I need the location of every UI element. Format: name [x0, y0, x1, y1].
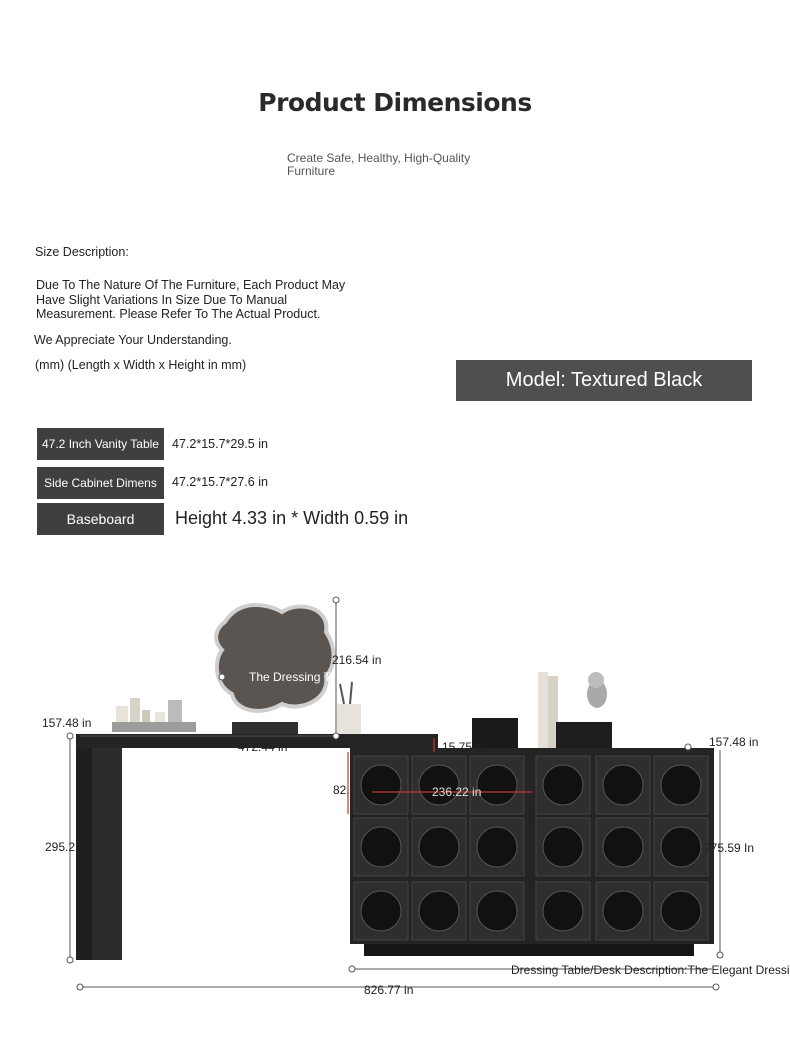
size-description-text: Due To The Nature Of The Furniture, Each Product May Have Slight Variations In Size Due To Manual Measurement. Please Refer To The Actual Product.	[36, 278, 346, 321]
cabinet-knob	[543, 827, 583, 867]
cabinet-knob	[361, 765, 401, 805]
cabinet-knob	[543, 891, 583, 931]
cabinet-items	[472, 672, 612, 750]
size-description-label: Size Description:	[35, 245, 129, 259]
cabinet-knob	[477, 891, 517, 931]
dim-mirror-caption: The Dressing T	[249, 670, 331, 684]
spec-label-baseboard: Baseboard	[37, 503, 164, 535]
dim-table-height: 295.2	[45, 840, 76, 854]
appreciation-text: We Appreciate Your Understanding.	[34, 333, 232, 347]
spec-label-cabinet: Side Cabinet Dimens	[37, 467, 164, 499]
dim-cabinet-height: 275.59 In	[704, 841, 755, 855]
spec-label-vanity: 47.2 Inch Vanity Table	[37, 428, 164, 460]
cabinet-knob	[603, 765, 643, 805]
dim-drawer-height: 82.	[333, 783, 350, 797]
page-title: Product Dimensions	[258, 88, 532, 117]
model-badge: Model: Textured Black	[456, 360, 752, 401]
cabinet-knob	[661, 891, 701, 931]
dim-drawer-width: 236.22 in	[432, 785, 482, 799]
cabinet-knob	[477, 765, 517, 805]
cabinet-knob	[661, 765, 701, 805]
dim-left-depth: 157.48 in	[42, 716, 92, 730]
dim-mirror-height: 216.54 in	[332, 653, 382, 667]
cabinet-knob	[661, 827, 701, 867]
cabinet-knob	[361, 891, 401, 931]
spec-value-cabinet: 47.2*15.7*27.6 in	[172, 475, 268, 489]
dim-right-depth: 157.48 in	[709, 735, 759, 749]
cabinet-knob	[603, 891, 643, 931]
units-note: (mm) (Length x Width x Height in mm)	[35, 358, 247, 372]
side-cabinet	[350, 748, 714, 956]
cabinet-knob	[543, 765, 583, 805]
cabinet-knob	[419, 891, 459, 931]
page-subtitle: Create Safe, Healthy, High-Quality Furniture	[287, 151, 471, 178]
spec-value-vanity: 47.2*15.7*29.5 in	[172, 437, 268, 451]
dim-top-thickness: 15.75 in	[442, 740, 485, 754]
cabinet-baseboard	[364, 944, 694, 956]
cabinet-knob	[419, 827, 459, 867]
cabinet-knob	[603, 827, 643, 867]
spec-value-baseboard: Height 4.33 in * Width 0.59 in	[175, 508, 409, 528]
dim-total-width: 826.77 in	[364, 983, 414, 997]
cabinet-knob	[477, 827, 517, 867]
dim-table-top-width: 472.44 in	[238, 740, 288, 754]
dim-bottom-caption: Dressing Table/Desk Description:The Elegant Dressi	[511, 963, 790, 977]
cabinet-knob	[361, 827, 401, 867]
